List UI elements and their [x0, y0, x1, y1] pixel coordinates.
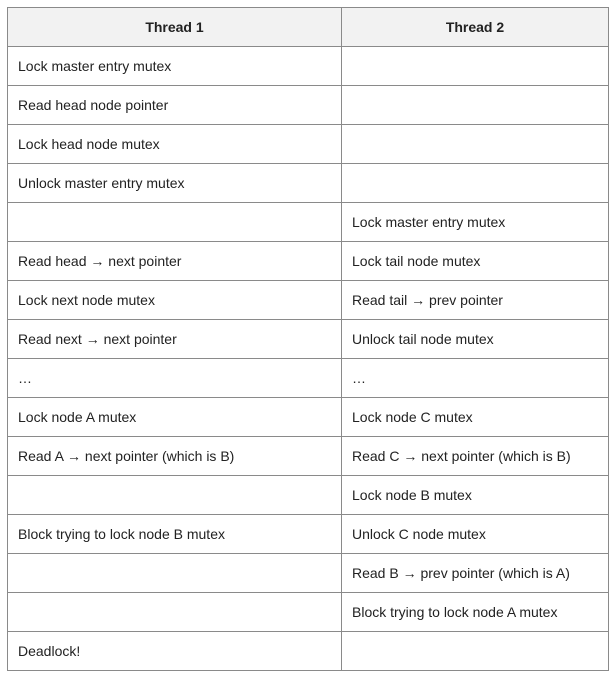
thread-1-cell [8, 593, 342, 632]
table-row [8, 164, 609, 203]
table-row [8, 398, 609, 437]
thread-2-cell [342, 47, 609, 86]
thread-deadlock-table [7, 7, 609, 671]
thread-1-cell: Deadlock! [8, 632, 342, 671]
thread-2-cell [342, 632, 609, 671]
thread-2-cell: Unlock C node mutex [342, 515, 609, 554]
table-row [8, 47, 609, 86]
table-row [8, 125, 609, 164]
table-row [8, 515, 609, 554]
table-row [8, 359, 609, 398]
thread-1-cell [8, 554, 342, 593]
thread-2-cell: Read B → prev pointer (which is A) [342, 554, 609, 593]
thread-2-cell: Read tail → prev pointer [342, 281, 609, 320]
thread-1-cell [8, 476, 342, 515]
thread-1-cell: Read A → next pointer (which is B) [8, 437, 342, 476]
thread-2-cell: Block trying to lock node A mutex [342, 593, 609, 632]
thread-1-cell: Lock node A mutex [8, 398, 342, 437]
table-row [8, 320, 609, 359]
thread-1-cell: Read head node pointer [8, 86, 342, 125]
thread-1-cell: Lock next node mutex [8, 281, 342, 320]
thread-2-cell: … [342, 359, 609, 398]
table-row [8, 476, 609, 515]
thread-2-cell [342, 164, 609, 203]
thread-1-cell: … [8, 359, 342, 398]
thread-2-cell: Lock master entry mutex [342, 203, 609, 242]
table-row [8, 242, 609, 281]
thread-1-cell: Unlock master entry mutex [8, 164, 342, 203]
thread-2-cell [342, 125, 609, 164]
thread-1-cell: Block trying to lock node B mutex [8, 515, 342, 554]
thread-2-cell: Read C → next pointer (which is B) [342, 437, 609, 476]
thread-1-cell: Lock head node mutex [8, 125, 342, 164]
column-header-thread-2: Thread 2 [342, 8, 609, 47]
thread-2-cell: Lock node B mutex [342, 476, 609, 515]
thread-1-cell: Read next → next pointer [8, 320, 342, 359]
table-row [8, 203, 609, 242]
table-row [8, 554, 609, 593]
table-body [8, 47, 609, 671]
column-header-thread-1: Thread 1 [8, 8, 342, 47]
table-row [8, 281, 609, 320]
header-row [8, 8, 609, 47]
thread-1-cell [8, 203, 342, 242]
thread-1-cell: Read head → next pointer [8, 242, 342, 281]
thread-2-cell: Lock tail node mutex [342, 242, 609, 281]
thread-2-cell: Lock node C mutex [342, 398, 609, 437]
thread-2-cell: Unlock tail node mutex [342, 320, 609, 359]
table-row [8, 632, 609, 671]
thread-1-cell: Lock master entry mutex [8, 47, 342, 86]
table-row [8, 86, 609, 125]
table-row [8, 437, 609, 476]
thread-2-cell [342, 86, 609, 125]
table-row [8, 593, 609, 632]
